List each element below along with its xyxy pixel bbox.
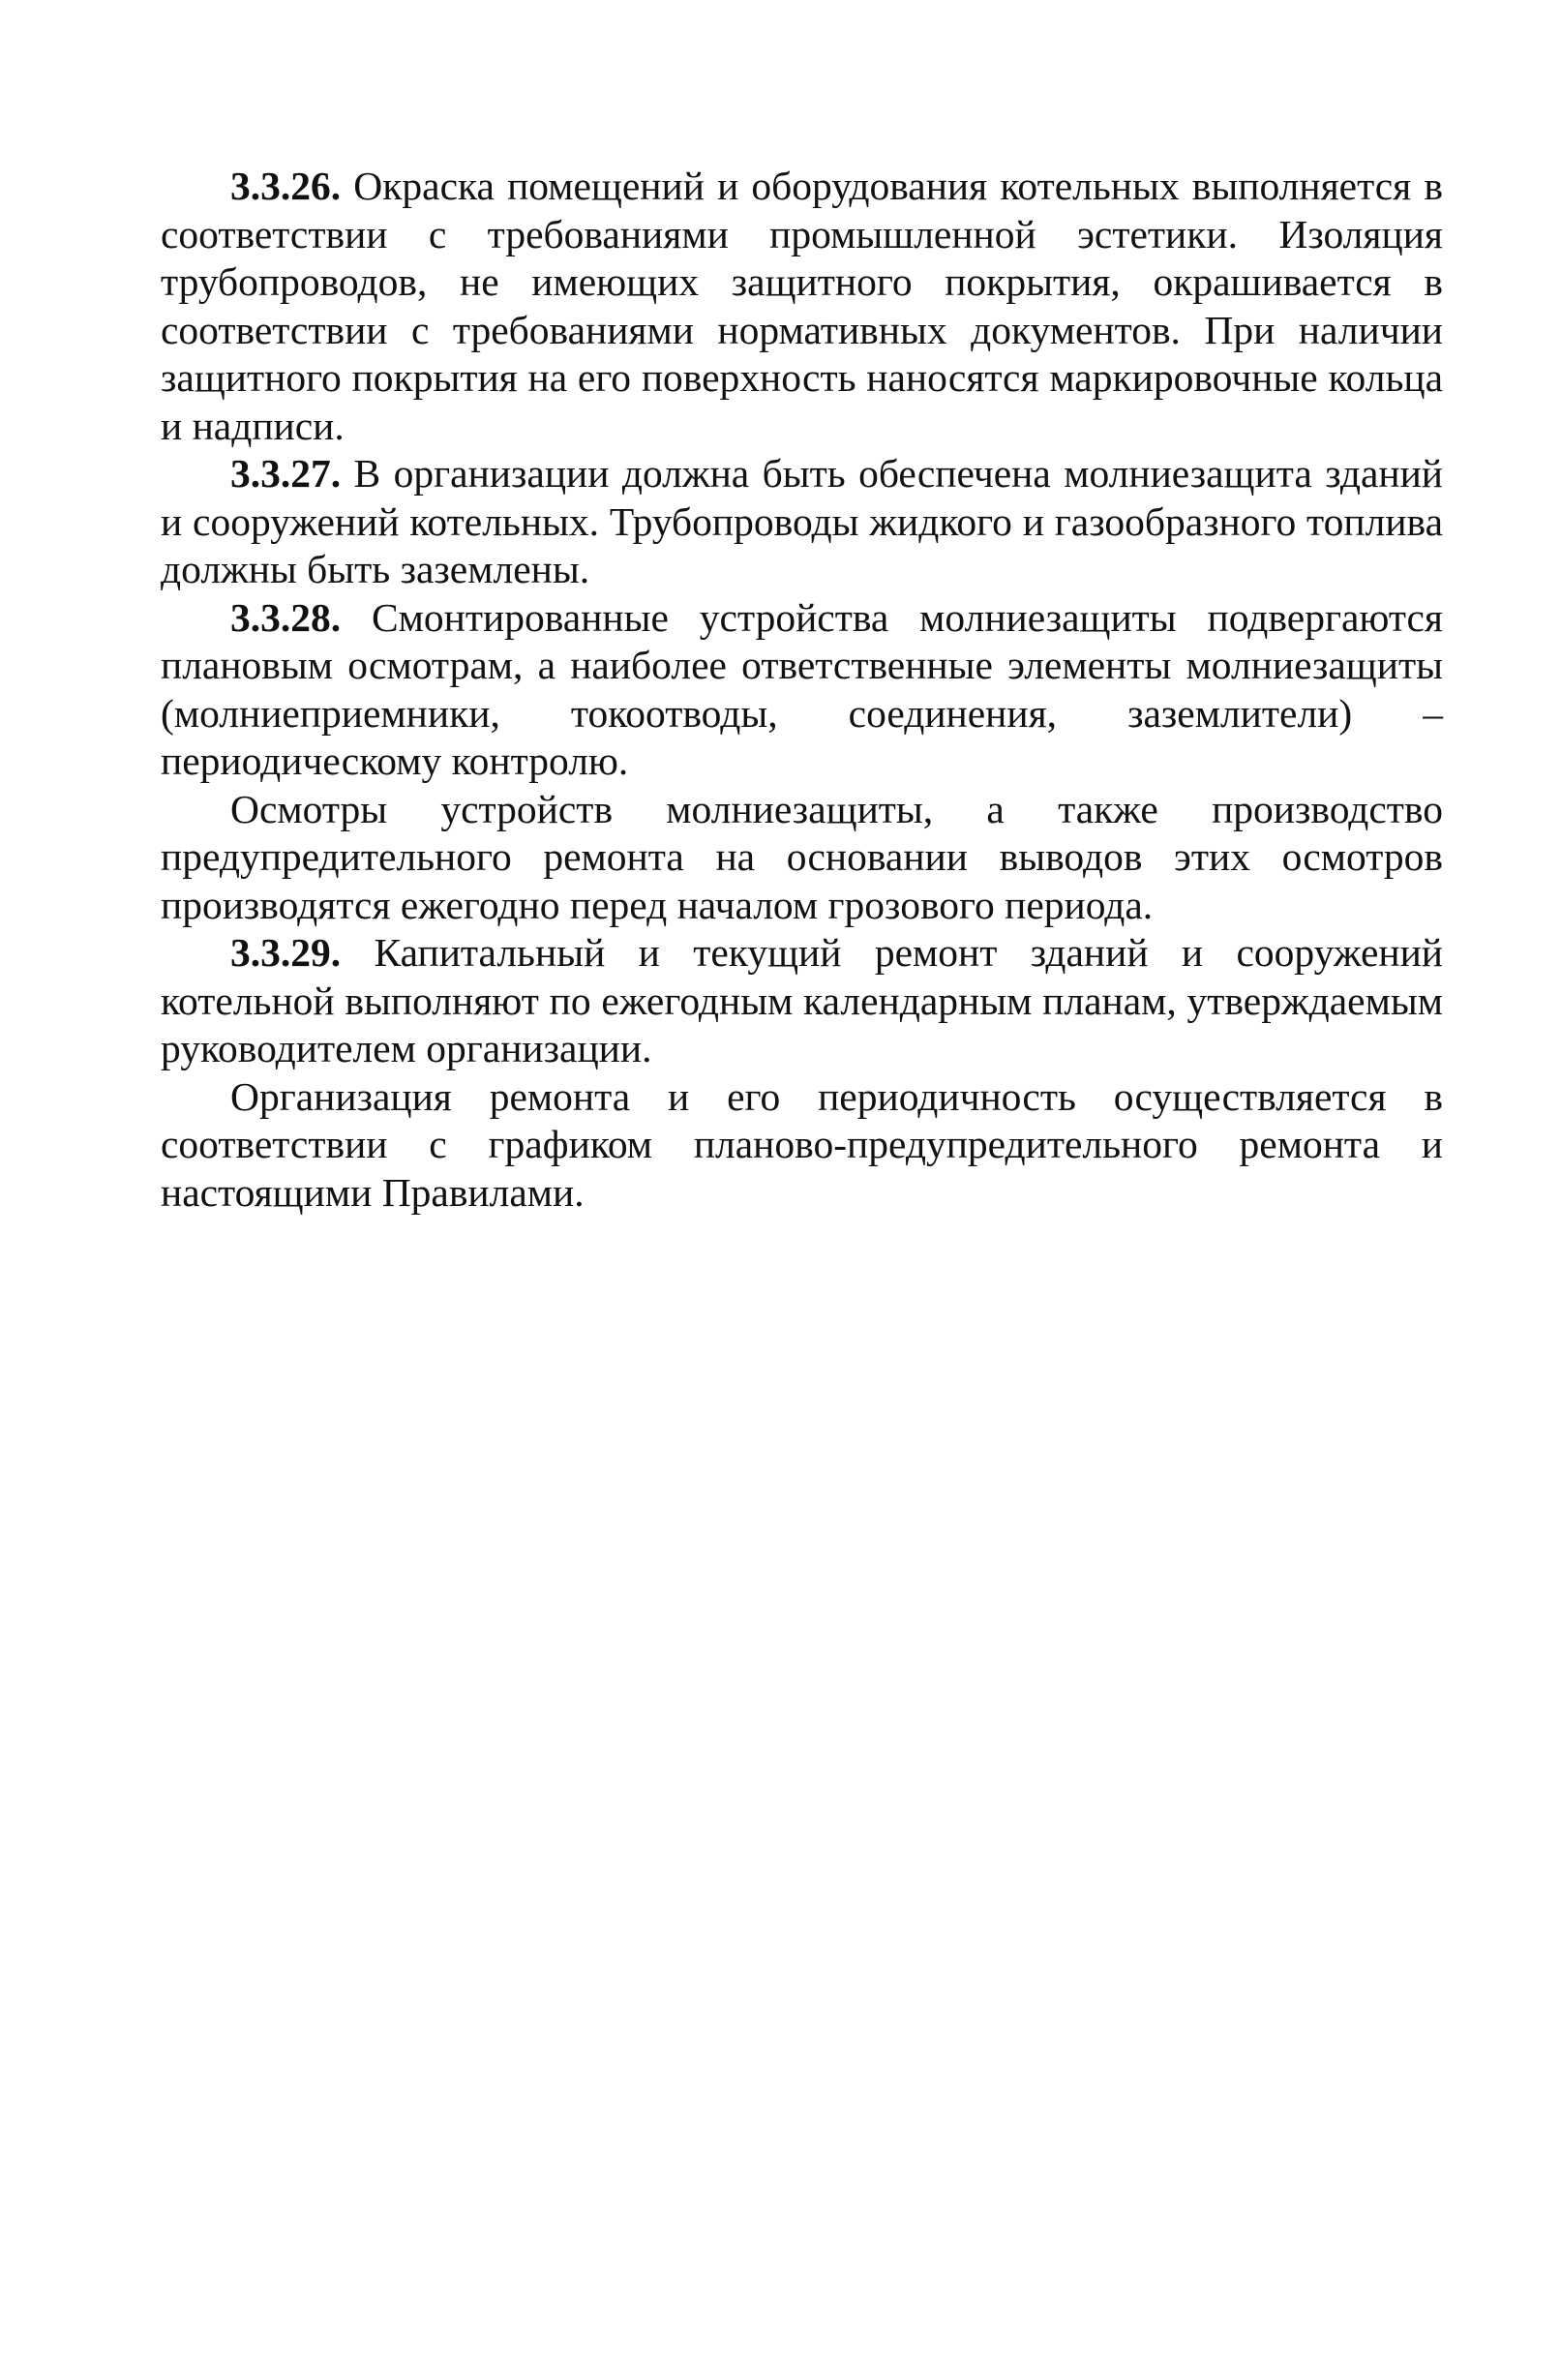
paragraph-text: Осмотры устройств молниезащиты, а также производство предупредительного ремонта на основании выводов этих осмотров производятся ежегодно перед началом грозового периода. bbox=[161, 786, 1443, 927]
paragraph-text: Смонтированные устройства молниезащиты подвергаются плановым осмотрам, а наиболее ответственные элементы молниезащиты (молниеприемники, токоотводы, соединения, заземлители) – периодическому контролю. bbox=[161, 594, 1443, 783]
clause-number: 3.3.28. bbox=[230, 594, 342, 640]
paragraph-3-3-28 bbox=[161, 594, 1443, 786]
paragraph-3-3-29 bbox=[161, 929, 1443, 1073]
paragraph-3-3-27 bbox=[161, 450, 1443, 594]
paragraph-text: Организация ремонта и его периодичность осуществляется в соответствии с графиком планово-предупредительного ремонта и настоящими Правилами. bbox=[161, 1073, 1443, 1215]
clause-number: 3.3.26. bbox=[230, 164, 342, 208]
clause-number: 3.3.27. bbox=[230, 451, 342, 496]
paragraph-text: Капитальный и текущий ремонт зданий и сооружений котельной выполняют по ежегодным календарным планам, утверждаемым руководителем организации. bbox=[161, 930, 1443, 1070]
clause-number: 3.3.29. bbox=[230, 930, 342, 975]
paragraph-text: В организации должна быть обеспечена молниезащита зданий и сооружений котельных. Трубопроводы жидкого и газообразного топлива должны быть заземлены. bbox=[161, 451, 1443, 591]
document-body bbox=[161, 163, 1443, 1217]
paragraph-repair-organization bbox=[161, 1073, 1443, 1218]
paragraph-text: Окраска помещений и оборудования котельных выполняется в соответствии с требованиями промышленной эстетики. Изоляция трубопроводов, не имеющих защитного покрытия, окрашивается в соответствии с требованиями нормативных документов. При наличии защитного покрытия на его поверхность наносятся маркировочные кольца и надписи. bbox=[161, 164, 1443, 448]
paragraph-inspections bbox=[161, 786, 1443, 930]
paragraph-3-3-26 bbox=[161, 163, 1443, 450]
